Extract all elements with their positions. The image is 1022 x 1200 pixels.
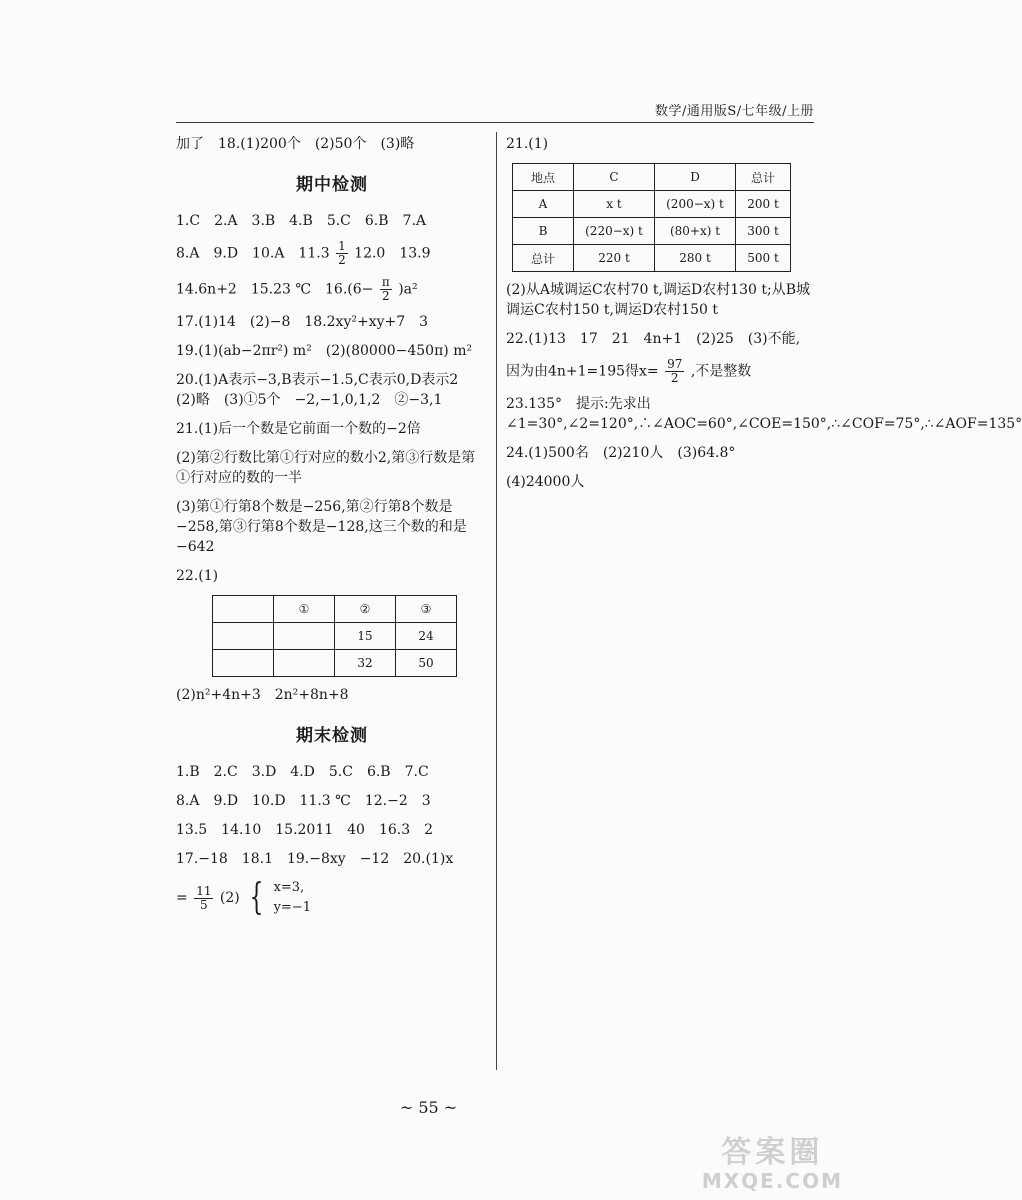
answer-text: ,不是整数 bbox=[690, 363, 752, 380]
answer-line: 21.(1)后一个数是它前面一个数的−2倍 bbox=[176, 421, 421, 437]
equation-line: x=3, bbox=[273, 880, 305, 895]
table-row bbox=[213, 650, 457, 677]
answer-line: 22.(1) bbox=[176, 568, 219, 584]
answer-line: (2)第②行数比第①行对应的数小2,第③行数是第①行对应的数的一半 bbox=[176, 450, 476, 486]
answer-line: 1.B 2.C 3.D 4.D 5.C 6.B 7.C bbox=[176, 764, 429, 780]
table-cell: 280 t bbox=[655, 245, 736, 272]
answer-text: = bbox=[176, 890, 188, 906]
table-cell: 200 t bbox=[736, 191, 791, 218]
answer-line bbox=[506, 358, 812, 385]
answer-line: 8.A 9.D 10.D 11.3 ℃ 12.−2 3 bbox=[176, 793, 431, 809]
table-cell: 24 bbox=[396, 623, 457, 650]
answer-line: 24.(1)500名 (2)210人 (3)64.8° bbox=[506, 445, 736, 461]
answer-line: 20.(1)A表示−3,B表示−1.5,C表示0,D表示2 (2)略 (3)①5个 −2,−1,0,1,2 ②−3,1 bbox=[176, 372, 473, 408]
table-row bbox=[213, 623, 457, 650]
table-q22 bbox=[212, 595, 457, 677]
table-header-cell: ① bbox=[274, 596, 335, 623]
fraction-numerator: 97 bbox=[667, 357, 683, 371]
fraction-denominator: 5 bbox=[200, 897, 208, 912]
answer-line: 17.−18 18.1 19.−8xy −12 20.(1)x bbox=[176, 851, 454, 867]
table-cell: 300 t bbox=[736, 218, 791, 245]
fraction-denominator: 2 bbox=[381, 289, 390, 303]
table-header-cell: ② bbox=[335, 596, 396, 623]
table-cell: 220 t bbox=[574, 245, 655, 272]
fraction-denominator: 2 bbox=[670, 371, 679, 385]
answer-line: 加了 18.(1)200个 (2)50个 (3)略 bbox=[176, 136, 415, 152]
fraction-numerator: 1 bbox=[338, 239, 346, 253]
fraction-denominator: 2 bbox=[338, 253, 346, 267]
fraction bbox=[336, 240, 348, 267]
answer-line: 22.(1)13 17 21 4n+1 (2)25 (3)不能, bbox=[506, 331, 801, 347]
table-row bbox=[213, 596, 457, 623]
table-header-cell: ③ bbox=[396, 596, 457, 623]
table-row bbox=[513, 191, 791, 218]
table-header-cell: C bbox=[574, 164, 655, 191]
answer-text: 8.A 9.D 10.A 11.3 bbox=[176, 245, 330, 262]
table-q21 bbox=[512, 163, 791, 272]
section-title-midterm: 期中检测 bbox=[296, 175, 368, 195]
table-cell: 500 t bbox=[736, 245, 791, 272]
answer-text: (2) bbox=[219, 890, 240, 906]
answer-text: 14.6n+2 15.23 ℃ 16.(6− bbox=[176, 281, 374, 298]
right-column bbox=[506, 134, 1022, 501]
answer-line: (3)第①行第8个数是−256,第②行第8个数是−258,第③行第8个数是−128,这三个数的和是−642 bbox=[176, 499, 467, 555]
brace-glyph: { bbox=[249, 877, 264, 918]
section-title-final: 期末检测 bbox=[296, 726, 368, 746]
page-number: ~ 55 ~ bbox=[399, 1098, 458, 1117]
answer-line: (2)n²+4n+3 2n²+8n+8 bbox=[176, 687, 349, 703]
answer-line bbox=[176, 276, 488, 303]
table-cell: (220−x) t bbox=[574, 218, 655, 245]
fraction-numerator: π bbox=[381, 275, 390, 289]
table-cell bbox=[213, 650, 274, 677]
answer-line bbox=[176, 878, 488, 918]
answer-line: 13.5 14.10 15.2011 40 16.3 2 bbox=[176, 822, 434, 838]
header-rule bbox=[176, 122, 814, 123]
answer-line: 1.C 2.A 3.B 4.B 5.C 6.B 7.A bbox=[176, 213, 427, 229]
table-cell bbox=[213, 596, 274, 623]
table-cell: 15 bbox=[335, 623, 396, 650]
table-cell: 32 bbox=[335, 650, 396, 677]
running-header: 数学/通用版S/七年级/上册 bbox=[654, 104, 814, 119]
answer-line: 21.(1) bbox=[506, 136, 549, 152]
table-cell bbox=[274, 623, 335, 650]
watermark-logo bbox=[702, 1136, 843, 1192]
table-header-cell: 地点 bbox=[513, 164, 574, 191]
answer-line: 17.(1)14 (2)−8 18.2xy²+xy+7 3 bbox=[176, 314, 429, 330]
answer-text: 12.0 13.9 bbox=[354, 245, 431, 262]
answer-line bbox=[176, 240, 488, 267]
table-cell: x t bbox=[574, 191, 655, 218]
fraction bbox=[380, 276, 392, 303]
watermark-url: MXQE.COM bbox=[701, 1169, 843, 1193]
table-cell bbox=[274, 650, 335, 677]
table-cell: A bbox=[513, 191, 574, 218]
table-row bbox=[513, 218, 791, 245]
answer-text: )a² bbox=[398, 281, 418, 298]
table-cell: (80+x) t bbox=[655, 218, 736, 245]
table-cell: B bbox=[513, 218, 574, 245]
fraction bbox=[194, 885, 213, 912]
answer-line: (2)从A城调运C农村70 t,调运D农村130 t;从B城调运C农村150 t,调运D农村150 t bbox=[506, 282, 811, 318]
table-header-cell: 总计 bbox=[736, 164, 791, 191]
table-cell: (200−x) t bbox=[655, 191, 736, 218]
table-row bbox=[513, 245, 791, 272]
table-row bbox=[513, 164, 791, 191]
column-divider bbox=[496, 132, 497, 1070]
fraction bbox=[665, 358, 684, 385]
answer-line: (4)24000人 bbox=[506, 474, 585, 490]
answer-text: 因为由4n+1=195得x= bbox=[506, 363, 659, 380]
table-cell: 总计 bbox=[513, 245, 574, 272]
table-header-cell: D bbox=[655, 164, 736, 191]
equation-system bbox=[274, 878, 311, 918]
answer-line: 23.135° 提示:先求出∠1=30°,∠2=120°,∴∠AOC=60°,∠COE=150°,∴∠COF=75°,∴∠AOF=135° bbox=[506, 396, 1022, 432]
fraction-numerator: 11 bbox=[196, 883, 212, 898]
equation-line: y=−1 bbox=[273, 900, 311, 915]
table-cell: 50 bbox=[396, 650, 457, 677]
left-column bbox=[176, 134, 488, 927]
watermark-text: 答案圈 bbox=[721, 1135, 824, 1170]
answer-line: 19.(1)(ab−2πr²) m² (2)(80000−450π) m² bbox=[176, 343, 473, 359]
table-cell bbox=[213, 623, 274, 650]
